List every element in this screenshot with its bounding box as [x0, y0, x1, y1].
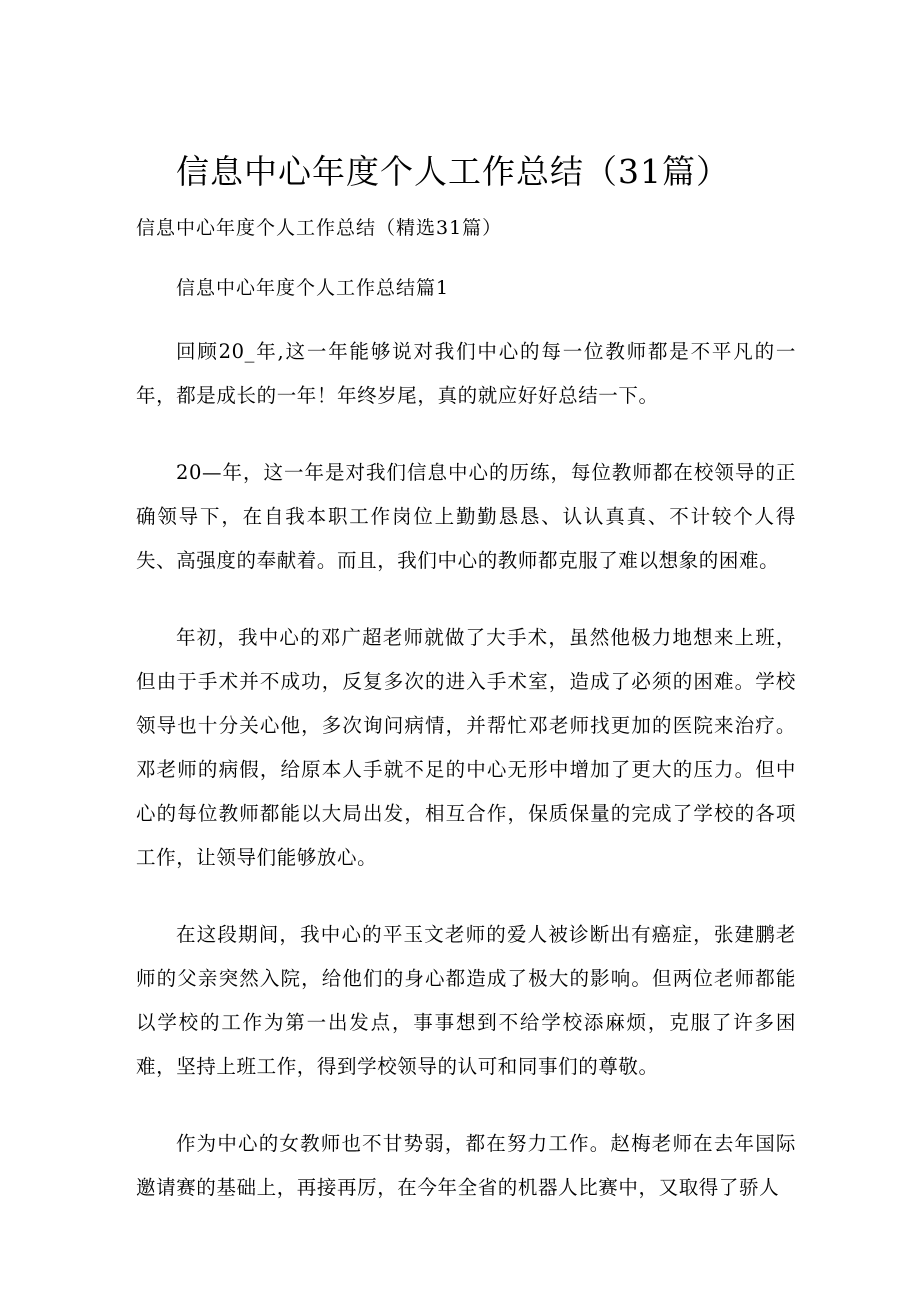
- paragraph-5: 作为中心的女教师也不甘势弱，都在努力工作。赵梅老师在去年国际邀请赛的基础上，再接再厉，在今年全省的机器人比赛中，又取得了骄人: [136, 1132, 796, 1199]
- paragraph-4: 在这段期间，我中心的平玉文老师的爱人被诊断出有癌症，张建鹏老师的父亲突然入院，给他们的身心都造成了极大的影响。但两位老师都能以学校的工作为第一出发点，事事想到不给学校添麻烦，克服了许多困难，坚持上班工作，得到学校领导的认可和同事们的尊敬。: [136, 923, 796, 1078]
- paragraph-1: 回顾20_年,这一年能够说对我们中心的每一位教师都是不平凡的一年，都是成长的一年！年终岁尾，真的就应好好总结一下。: [136, 340, 796, 407]
- section-title: 信息中心年度个人工作总结篇1: [176, 277, 450, 299]
- paragraph-3: 年初，我中心的邓广超老师就做了大手术，虽然他极力地想来上班，但由于手术并不成功，反复多次的进入手术室，造成了必须的困难。学校领导也十分关心他，多次询问病情，并帮忙邓老师找更加的医院来治疗。邓老师的病假，给原本人手就不足的中心无形中增加了更大的压力。但中心的每位教师都能以大局出发，相互合作，保质保量的完成了学校的各项工作，让领导们能够放心。: [136, 626, 796, 869]
- paragraph-2: 20—年，这一年是对我们信息中心的历练，每位教师都在校领导的正确领导下，在自我本职工作岗位上勤勤恳恳、认认真真、不计较个人得失、高强度的奉献着。而且，我们中心的教师都克服了难以想象的困难。: [136, 461, 796, 572]
- document-subtitle: 信息中心年度个人工作总结（精选31篇）: [136, 217, 503, 239]
- document-body: [136, 330, 796, 1243]
- document-title: 信息中心年度个人工作总结（31篇）: [176, 152, 730, 191]
